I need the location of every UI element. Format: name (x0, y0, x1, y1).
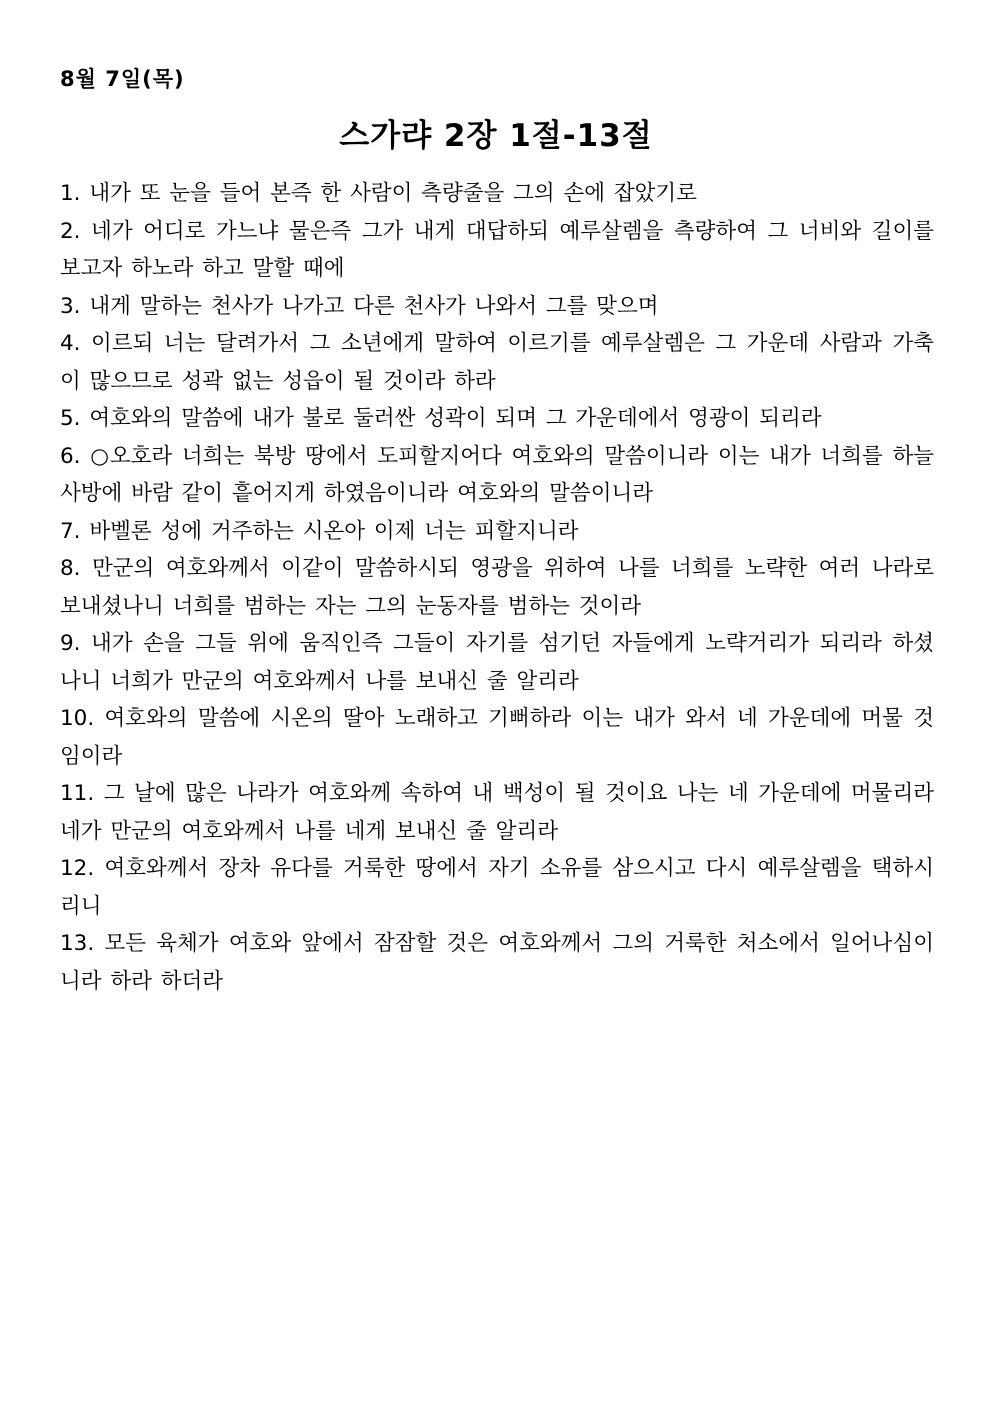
verse-2: 2. 네가 어디로 가느냐 물은즉 그가 내게 대답하되 예루살렘을 측량하여 그 너비와 길이를 보고자 하노라 하고 말할 때에 (60, 218, 934, 281)
verse-list (60, 175, 934, 1000)
page-title: 스가랴 2장 1절-13절 (339, 118, 653, 154)
verse-6: 6. ○오호라 너희는 북방 땅에서 도피할지어다 여호와의 말씀이니라 이는 내가 너희를 하늘 사방에 바람 같이 흩어지게 하였음이니라 여호와의 말씀이니라 (60, 443, 934, 506)
verse-8: 8. 만군의 여호와께서 이같이 말씀하시되 영광을 위하여 나를 너희를 노략한 여러 나라로 보내셨나니 너희를 범하는 자는 그의 눈동자를 범하는 것이라 (60, 556, 934, 619)
date-header: 8월 7일(목) (60, 67, 185, 91)
verse-7: 7. 바벨론 성에 거주하는 시온아 이제 너는 피할지니라 (60, 518, 579, 544)
verse-13: 13. 모든 육체가 여호와 앞에서 잠잠할 것은 여호와께서 그의 거룩한 처소에서 일어나심이니라 하라 하더라 (60, 931, 934, 994)
verse-10: 10. 여호와의 말씀에 시온의 딸아 노래하고 기뻐하라 이는 내가 와서 네 가운데에 머물 것임이라 (60, 706, 934, 769)
verse-1: 1. 내가 또 눈을 들어 본즉 한 사람이 측량줄을 그의 손에 잡았기로 (60, 181, 697, 206)
verse-3: 3. 내게 말하는 천사가 나가고 다른 천사가 나와서 그를 맞으며 (60, 293, 659, 319)
verse-12: 12. 여호와께서 장차 유다를 거룩한 땅에서 자기 소유를 삼으시고 다시 예루살렘을 택하시리니 (60, 856, 934, 919)
verse-5: 5. 여호와의 말씀에 내가 불로 둘러싼 성곽이 되며 그 가운데에서 영광이 되리라 (60, 406, 822, 431)
verse-9: 9. 내가 손을 그들 위에 움직인즉 그들이 자기를 섬기던 자들에게 노략거리가 되리라 하셨나니 너희가 만군의 여호와께서 나를 보내신 줄 알리라 (60, 631, 934, 694)
verse-4: 4. 이르되 너는 달려가서 그 소년에게 말하여 이르기를 예루살렘은 그 가운데 사람과 가축이 많으므로 성곽 없는 성읍이 될 것이라 하라 (60, 331, 934, 394)
verse-11: 11. 그 날에 많은 나라가 여호와께 속하여 내 백성이 될 것이요 나는 네 가운데에 머물리라 네가 만군의 여호와께서 나를 네게 보내신 줄 알리라 (60, 781, 934, 844)
